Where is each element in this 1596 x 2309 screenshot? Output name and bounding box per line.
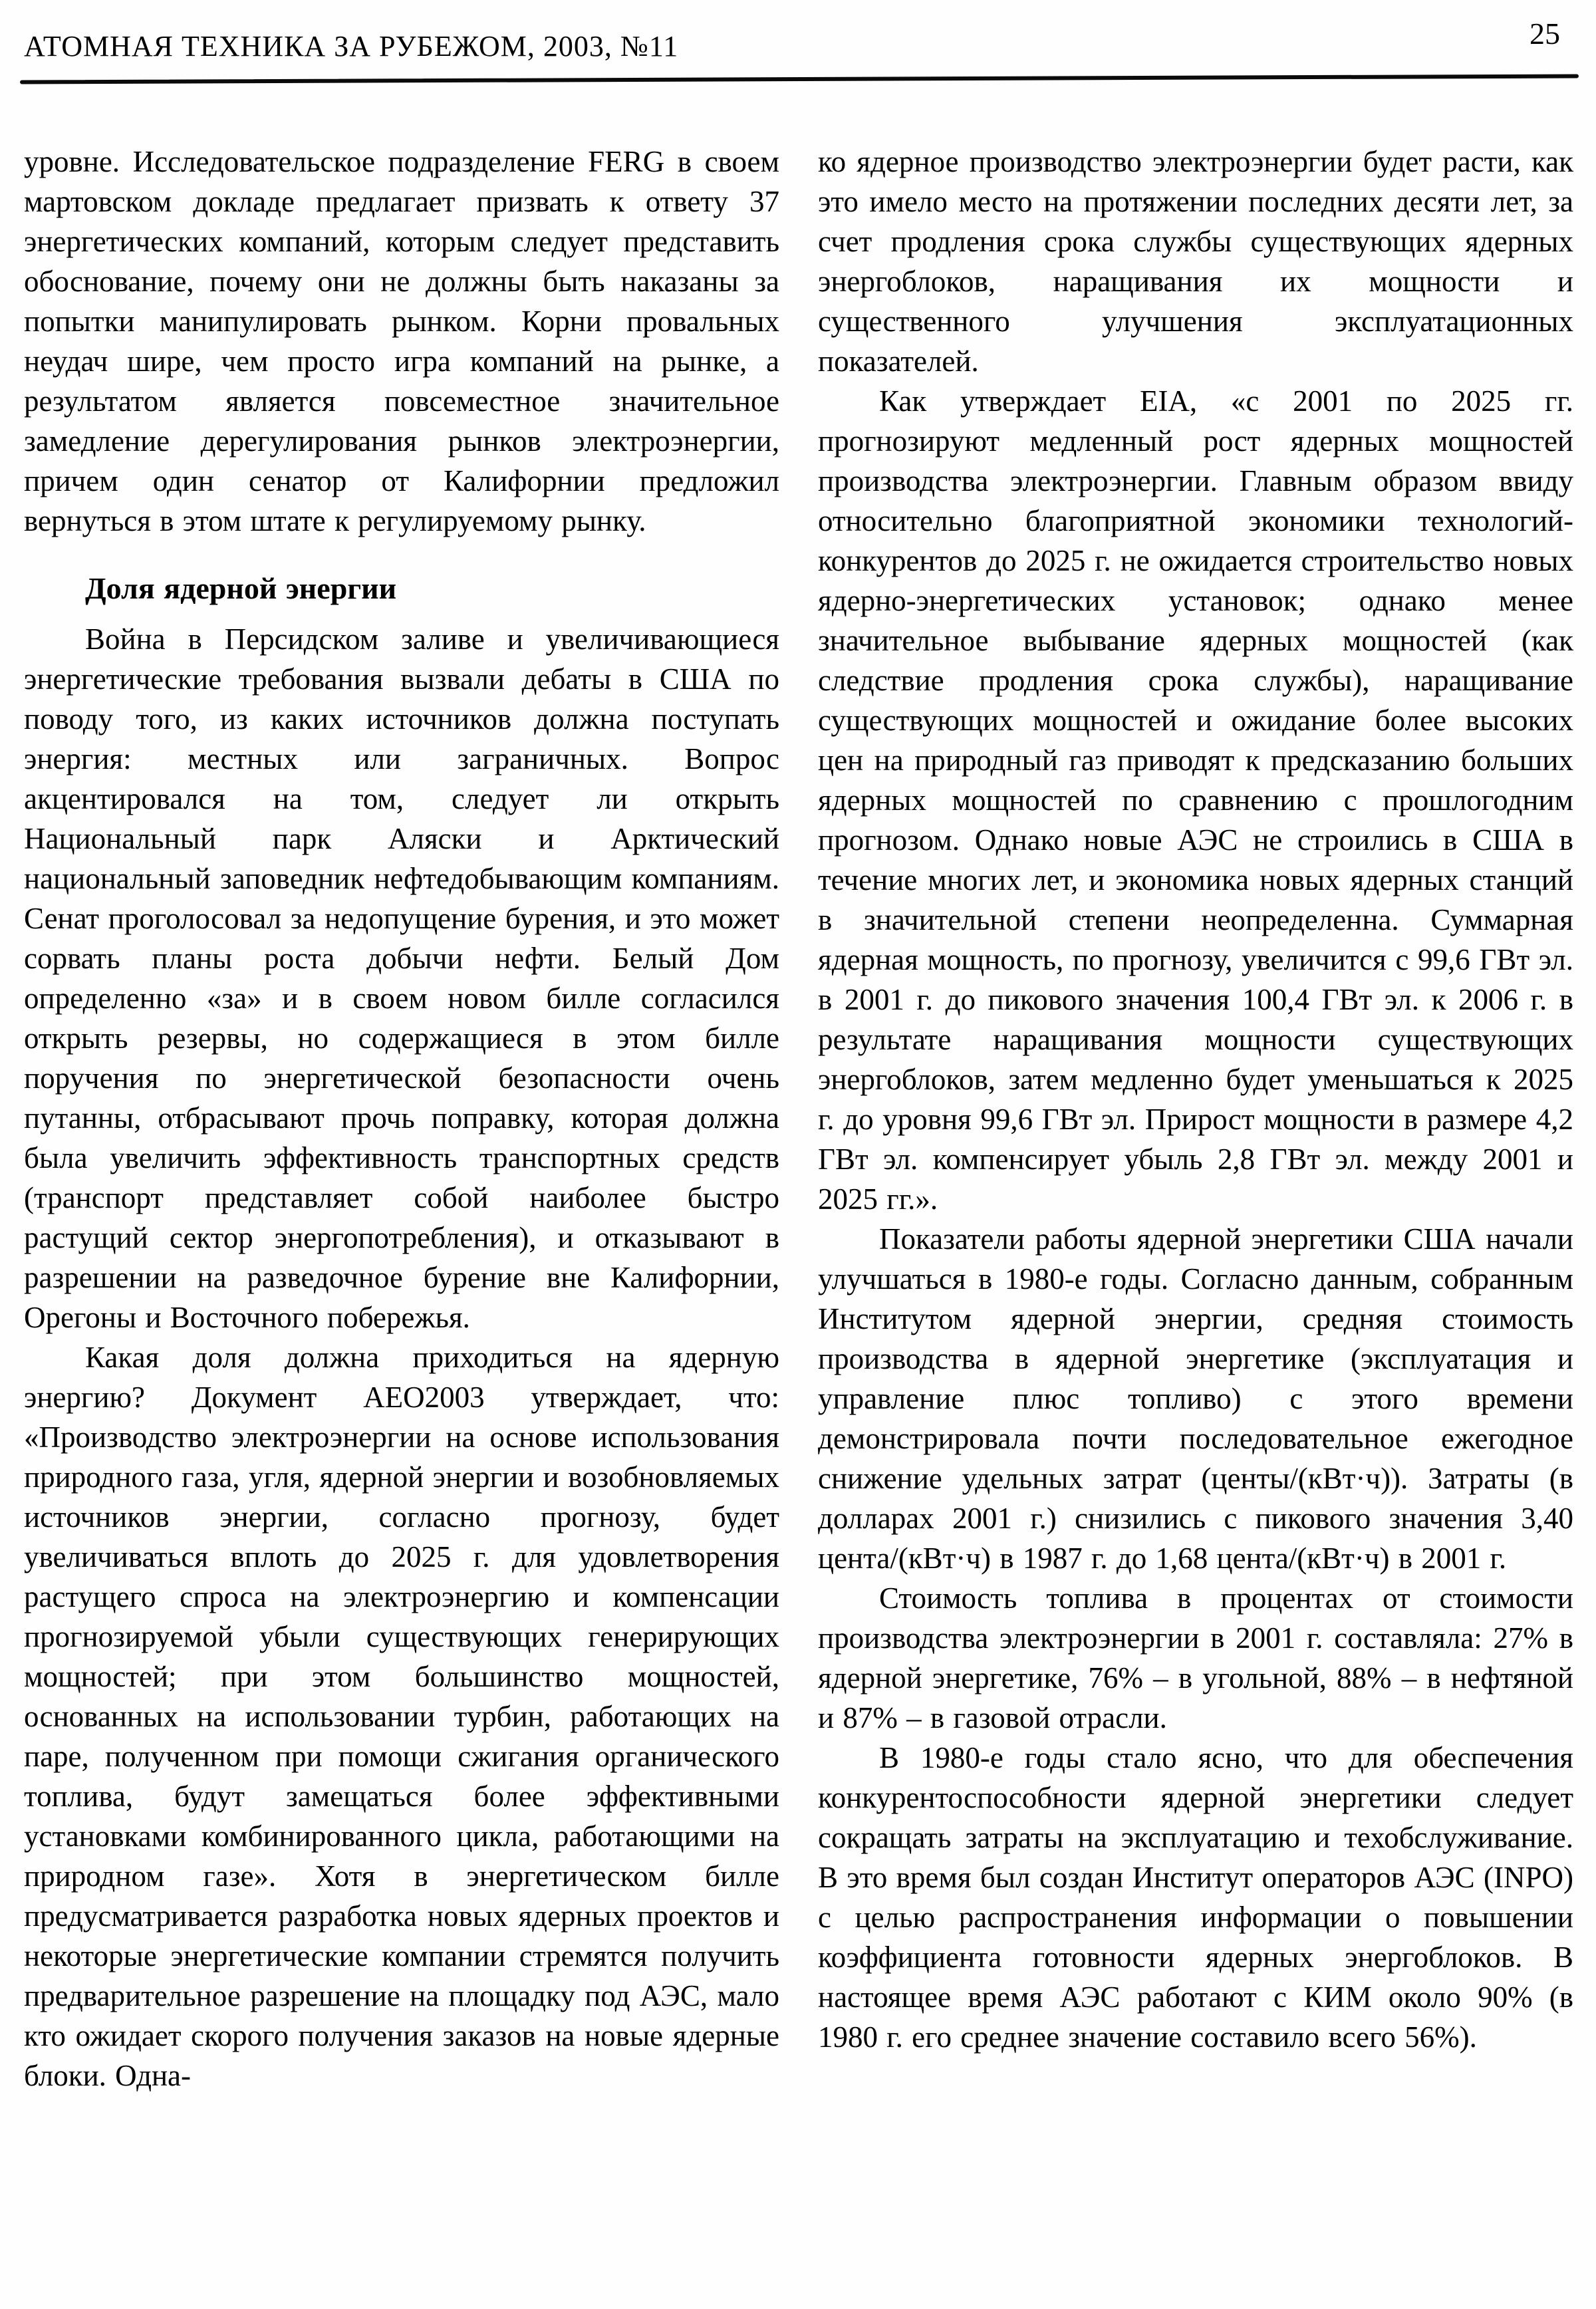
paragraph: Какая доля должна приходиться на ядерную энергию? Документ AEO2003 утверждает, что: «Производство электроэнергии на основе использования природного газа, угля, ядерной энергии и возобновляемых источников энергии, согласно прогнозу, будет увеличиваться вплоть до 2025 г. для удовлетворения растущего спроса на электроэнергию и компенсации прогнозируемой убыли существующих генерирующих мощностей; при этом большинство мощностей, основанных на использовании турбин, работающих на паре, полученном при помощи сжигания органического топлива, будут замещаться более эффективными установками комбинированного цикла, работающими на природном газе». Хотя в энергетическом билле предусматривается разработка новых ядерных проектов и некоторые энергетические компании стремятся получить предварительное разрешение на площадку под АЭС, мало кто ожидает скорого получения заказов на новые ядерные блоки. Одна-: [24, 1341, 779, 2092]
right-column: [818, 142, 1573, 2096]
paragraph: Как утверждает EIA, «с 2001 по 2025 гг. прогнозируют медленный рост ядерных мощностей производства электроэнергии. Главным образом ввиду относительно благоприятной экономики технологий-конкурентов до 2025 г. не ожидается строительство новых ядерно-энергетических установок; однако менее значительное выбывание ядерных мощностей (как следствие продления срока службы), наращивание существующих мощностей и ожидание более высоких цен на природный газ приводят к предсказанию больших ядерных мощностей по сравнению с прошлогодним прогнозом. Однако новые АЭС не строились в США в течение многих лет, и экономика новых ядерных станций в значительной степени неопределенна. Суммарная ядерная мощность, по прогнозу, увеличится с 99,6 ГВт эл. в 2001 г. до пикового значения 100,4 ГВт эл. к 2006 г. в результате наращивания мощности существующих энергоблоков, затем медленно будет уменьшаться к 2025 г. до уровня 99,6 ГВт эл. Прирост мощности в размере 4,2 ГВт эл. компенсирует убыль 2,8 ГВт эл. между 2001 и 2025 гг.».: [818, 384, 1573, 1216]
paragraph: Стоимость топлива в процентах от стоимости производства электроэнергии в 2001 г. составляла: 27% в ядерной энергетике, 76% – в угольной, 88% – в нефтяной и 87% – в газовой отрасли.: [818, 1581, 1573, 1734]
paragraph: В 1980-е годы стало ясно, что для обеспечения конкурентоспособности ядерной энергетики следует сокращать затраты на эксплуатацию и техобслуживание. В это время был создан Институт операторов АЭС (INPO) с целью распространения информации о повышении коэффициента готовности ядерных энергоблоков. В настоящее время АЭС работают с КИМ около 90% (в 1980 г. его среднее значение составило всего 56%).: [818, 1741, 1573, 2054]
paragraph: ко ядерное производство электроэнергии будет расти, как это имело место на протяжении последних десяти лет, за счет продления срока службы существующих ядерных энергоблоков, наращивания их мощности и существенного улучшения эксплуатационных показателей.: [818, 145, 1573, 378]
paragraph: уровне. Исследовательское подразделение FERG в своем мартовском докладе предлагает призвать к ответу 37 энергетических компаний, которым следует представить обоснование, почему они не должны быть наказаны за попытки манипулировать рынком. Корни провальных неудач шире, чем просто игра компаний на рынке, а результатом является повсеместное значительное замедление дерегулирования рынков электроэнергии, причем один сенатор от Калифорнии предложил вернуться в этом штате к регулируемому рынку.: [24, 145, 779, 537]
page-number: 25: [1530, 17, 1560, 51]
header-divider-rule: [20, 74, 1579, 84]
paragraph: Показатели работы ядерной энергетики США начали улучшаться в 1980-е годы. Согласно данным, собранным Институтом ядерной энергии, средняя стоимость производства в ядерной энергетике (эксплуатация и управление плюс топливо) с этого времени демонстрировала почти последовательное ежегодное снижение удельных затрат (центы/(кВт·ч)). Затраты (в долларах 2001 г.) снизились с пикового значения 3,40 цента/(кВт·ч) в 1987 г. до 1,68 цента/(кВт·ч) в 2001 г.: [818, 1222, 1573, 1575]
left-column: [24, 142, 779, 2096]
text-columns: [24, 142, 1573, 2096]
journal-title: АТОМНАЯ ТЕХНИКА ЗА РУБЕЖОМ, 2003, №11: [24, 30, 679, 63]
paragraph: Война в Персидском заливе и увеличивающиеся энергетические требования вызвали дебаты в США по поводу того, из каких источников должна поступать энергия: местных или заграничных. Вопрос акцентировался на том, следует ли открыть Национальный парк Аляски и Арктический национальный заповедник нефтедобывающим компаниям. Сенат проголосовал за недопущение бурения, и это может сорвать планы роста добычи нефти. Белый Дом определенно «за» и в своем новом билле согласился открыть резервы, но содержащиеся в этом билле поручения по энергетической безопасности очень путанны, отбрасывают прочь поправку, которая должна была увеличить эффективность транспортных средств (транспорт представляет собой наиболее быстро растущий сектор энергопотребления), и отказывают в разрешении на разведочное бурение вне Калифорнии, Орегоны и Восточного побережья.: [24, 622, 779, 1334]
section-heading: Доля ядерной энергии: [85, 571, 397, 605]
